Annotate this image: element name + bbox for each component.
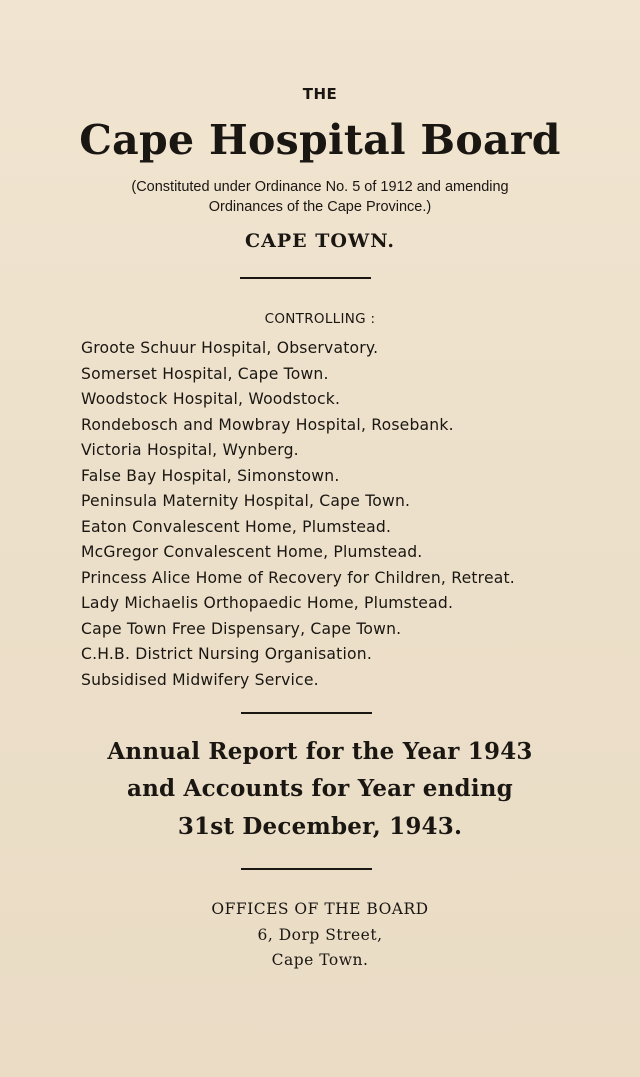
list-item: Rondebosch and Mowbray Hospital, Rosebank.	[81, 415, 454, 434]
controlling-label: CONTROLLING :	[264, 311, 376, 327]
divider-1	[240, 277, 371, 279]
constitution-line-1: (Constituted under Ordinance No. 5 of 1912 and amending	[131, 179, 509, 195]
list-item: Princess Alice Home of Recovery for Children, Retreat.	[81, 568, 515, 587]
offices-city: Cape Town.	[271, 951, 369, 969]
list-item: McGregor Convalescent Home, Plumstead.	[81, 543, 423, 561]
report-title-line-2: and Accounts for Year ending	[127, 775, 513, 802]
list-item: Cape Town Free Dispensary, Cape Town.	[81, 619, 402, 638]
list-item: C.H.B. District Nursing Organisation.	[81, 645, 372, 663]
list-item: Woodstock Hospital, Woodstock.	[81, 390, 341, 408]
list-item: Peninsula Maternity Hospital, Cape Town.	[81, 492, 411, 510]
institutions-list	[81, 336, 515, 693]
divider-3	[241, 868, 372, 870]
list-item: Somerset Hospital, Cape Town.	[81, 364, 329, 383]
list-item: Eaton Convalescent Home, Plumstead.	[81, 517, 392, 536]
constitution-note	[0, 177, 640, 217]
list-item: Groote Schuur Hospital, Observatory.	[81, 339, 379, 357]
title-article: THE	[302, 85, 338, 103]
offices-street: 6, Dorp Street,	[257, 926, 383, 944]
divider-2	[241, 712, 372, 714]
report-title-line-3: 31st December, 1943.	[177, 813, 463, 840]
city-heading: CAPE TOWN.	[244, 230, 396, 252]
board-title: Cape Hospital Board	[79, 116, 561, 164]
list-item: False Bay Hospital, Simonstown.	[81, 466, 340, 485]
report-title-line-1: Annual Report for the Year 1943	[107, 738, 533, 765]
constitution-line-2: Ordinances of the Cape Province.)	[208, 199, 432, 215]
offices-heading: OFFICES OF THE BOARD	[211, 900, 429, 918]
list-item: Subsidised Midwifery Service.	[81, 670, 319, 689]
list-item: Lady Michaelis Orthopaedic Home, Plumstead.	[81, 594, 454, 612]
list-item: Victoria Hospital, Wynberg.	[81, 441, 299, 459]
